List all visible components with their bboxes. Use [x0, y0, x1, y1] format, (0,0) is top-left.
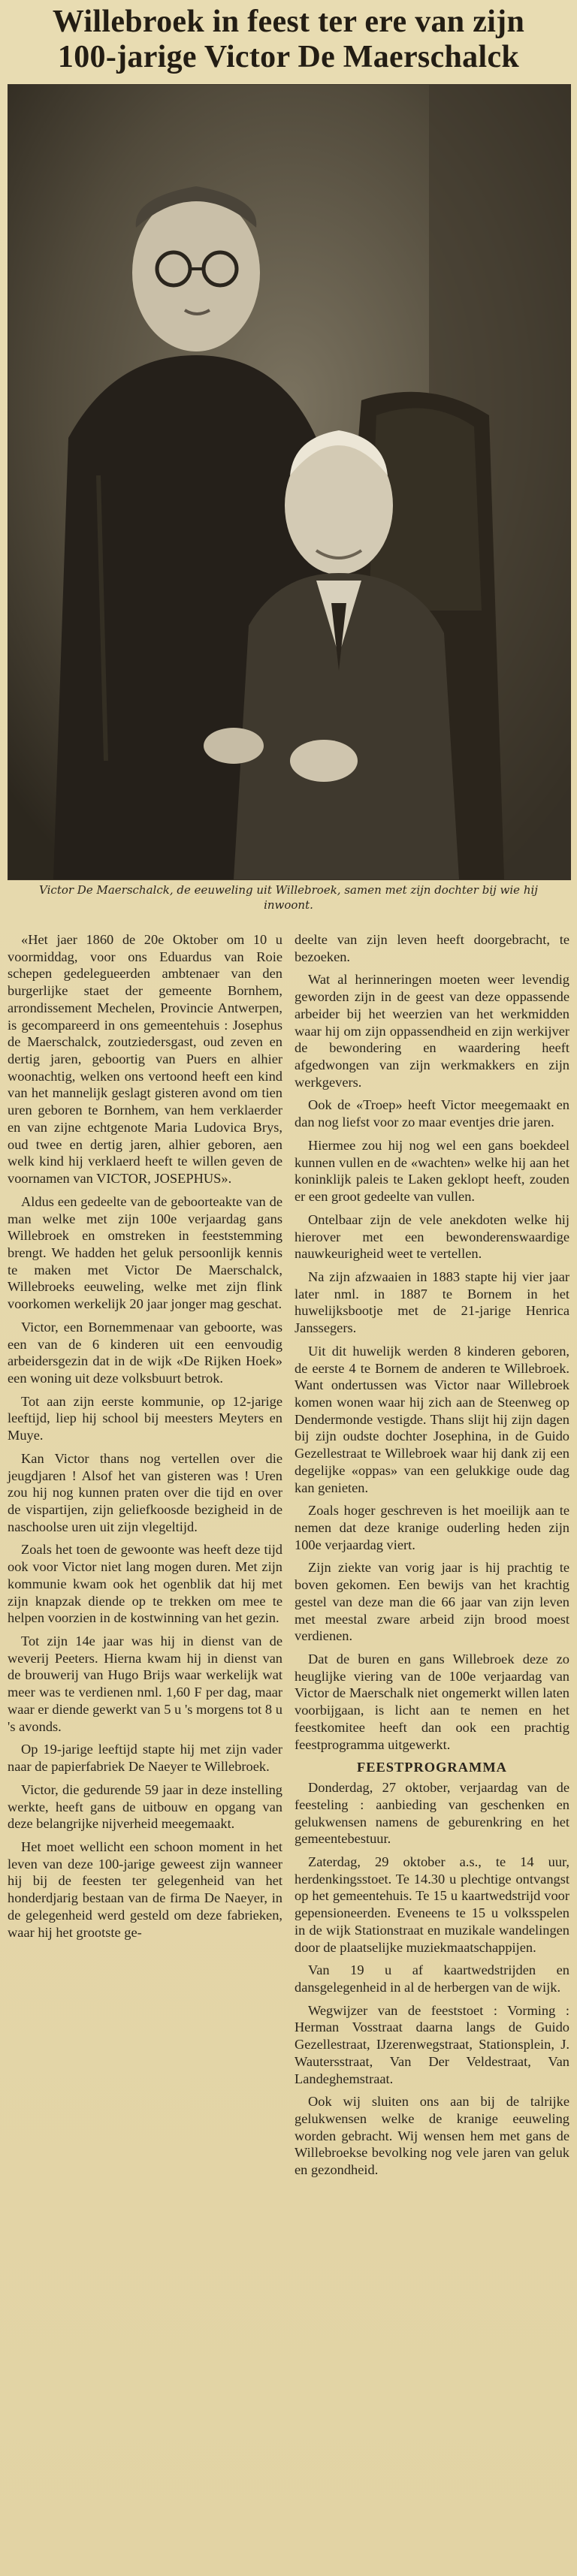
paragraph: Op 19-jarige leeftijd stapte hij met zijn vader naar de papierfabriek De Naeyer te Willebroek.: [8, 1742, 282, 1775]
paragraph: deelte van zijn leven heeft doorgebracht, te bezoeken.: [295, 932, 569, 964]
paragraph: Aldus een gedeelte van de geboorteakte van de man welke met zijn 100e verjaardag gans Willebroek en omstreken in feeststemming brengt. We hadden het geluk persoonlijk kennis te maken met Victor De Maerschalck, Willebroeks eeuweling, welke met zijn flink voorkomen werkelijk 20 jaar jonger mag geschat.: [8, 1193, 282, 1312]
paragraph: Uit dit huwelijk werden 8 kinderen geboren, de eerste 4 te Bornem de anderen te Willebroek. Want ondertussen was Victor naar Willebroek komen wonen waar hij zich aan de Steenweg op Dendermonde vestigde. Thans slijt hij zijn dagen bij zijn oudste dochter Josephina, in de Guido Gezellestraat te Willebroek waar hij dank zij een degelijke «oppas» van een gelukkige oude dag kan genieten.: [295, 1343, 569, 1495]
article-column-right: [295, 931, 569, 2185]
paragraph: Victor, een Bornemmenaar van geboorte, was een van de 6 kinderen uit een eenvoudig arbeidersgezin dat in de wijk «De Rijken Hoek» een woning uit deze volksbuurt betrok.: [8, 1319, 282, 1386]
program-paragraph: Donderdag, 27 oktober, verjaardag van de feesteling : aanbieding van geschenken en gelukwensen namens de geburenkring en het gemeentebestuur.: [295, 1780, 569, 1847]
paragraph: Na zijn afzwaaien in 1883 stapte hij vier jaar later nml. in 1887 te Bornem in het huwelijksbootje met de 21-jarige Henrica Janssegers.: [295, 1268, 569, 1336]
headline: [6, 5, 571, 75]
paragraph: Wat al herinneringen moeten weer levendig geworden zijn in de geest van deze oppassende arbeider bij het weerzien van het werkmidden waar hij om zijn oppassendheid en zijn werkijver de bewondering en waardering heeft afgedwongen van zijn werkmakkers en zijn werkgevers.: [295, 972, 569, 1090]
paragraph: Hiermee zou hij nog wel een gans boekdeel kunnen vullen en de «wachten» welke hij aan het koninklijk paleis te Laken geklopt heeft, zouden er een groot gedeelte van vullen.: [295, 1137, 569, 1205]
program-paragraph: Wegwijzer van de feeststoet : Vorming : Herman Vosstraat daarna langs de Guido Gezellestraat, IJzerenwegstraat, Stationsplein, J. Wautersstraat, Van Der Veldestraat, Van Landeghemstraat.: [295, 2002, 569, 2086]
program-paragraph: Ook wij sluiten ons aan bij de talrijke gelukwensen welke de kranige eeuweling worden gebracht. Wij wensen hem met gans de Willebroekse bevolking nog vele jaren van geluk en gezondheid.: [295, 2094, 569, 2178]
paragraph: Ontelbaar zijn de vele anekdoten welke hij hierover met een bewonderenswaardige nauwkeurigheid weet te vertellen.: [295, 1211, 569, 1262]
paragraph: Kan Victor thans nog vertellen over die jeugdjaren ! Alsof het van gisteren was ! Uren zou hij nog kunnen praten over die tijd en over de vispartijen, zijn geliefkoosde bezigheid in de naschoolse uren uit zijn vlegeltijd.: [8, 1450, 282, 1534]
paragraph: Het moet wellicht een schoon moment in het leven van deze 100-jarige geweest zijn wanneer hij bij de feesten ter gelegenheid van het honderdjarig bestaan van de firma De Naeyer, in de gelegenheid werd gesteld om deze fabrieken, waar hij het grootste ge-: [8, 1838, 282, 1940]
article-column-left: [8, 931, 282, 1947]
paragraph: Zijn ziekte van vorig jaar is hij prachtig te boven gekomen. Een bewijs van het krachtig gestel van deze man die 66 jaar van zijn leven met meestal zware arbeid zijn brood moest verdienen.: [295, 1560, 569, 1644]
paragraph: Tot aan zijn eerste kommunie, op 12-jarige leeftijd, liep hij school bij meesters Meyters en Muye.: [8, 1393, 282, 1443]
photograph: [8, 84, 571, 880]
paragraph: Ook de «Troep» heeft Victor meegemaakt en dan nog liefst voor zo maar eventjes drie jaren.: [295, 1097, 569, 1130]
headline-line-2: 100-jarige Victor De Maerschalck: [57, 40, 520, 75]
photo-caption: Victor De Maerschalck, de eeuweling uit Willebroek, samen met zijn dochter bij wie hij inwoont.: [39, 883, 538, 912]
paragraph: «Het jaer 1860 de 20e Oktober om 10 u voormiddag, voor ons Eduardus van Roie schepen gedelegueerden ambtenaer van den burgerlijke staet der gemeente Bornhem, arrondissement Mechelen, Provincie Antwerpen, is gecompareerd in ons gemeentehuis : Josephus de Maerschalck, zoutziedersgast, oud zeven en dertig jaren, geboortig van Puers en alhier woonachtig, welken ons vertoond heeft een kind van het mannelijk geslagt gisteren avond om tien uren geboren te Bornhem, van hem verklaerder en van zijne echtgenote Maria Ludovica Brys, oud twee en dertig jaren, alhier geboren, aen welk kind hij verklaerd heeft te willen geven de voornamen van VICTOR, JOSEPHUS».: [8, 932, 282, 1187]
paragraph: Zoals het toen de gewoonte was heeft deze tijd ook voor Victor niet lang mogen duren. Met zijn kommunie kwam ook het ogenblik dat hij met zijn knapzak diende op te trekken om mee te helpen voorzien in de kostwinning van het gezin.: [8, 1542, 282, 1626]
program-paragraph: Van 19 u af kaartwedstrijden en dansgelegenheid in al de herbergen van de wijk.: [295, 1962, 569, 1995]
paragraph: Dat de buren en gans Willebroek deze zo heuglijke viering van de 100e verjaardag van Victor de Maerschalk niet ongemerkt willen laten voorbijgaan, is licht aan te nemen en het feestkomitee heeft dan ook een prachtig feestprogramma uitgewerkt.: [295, 1651, 569, 1752]
paragraph: Tot zijn 14e jaar was hij in dienst van de weverij Peeters. Hierna kwam hij in dienst van de brouwerij van Hugo Brijs waar werkelijk wat meer was te verdienen nml. 1,60 F per dag, maar waar er diende gewerkt van 5 u 's morgens tot 8 u 's avonds.: [8, 1633, 282, 1734]
headline-line-1: Willebroek in feest ter ere van zijn: [52, 5, 525, 39]
paragraph: Zoals hoger geschreven is het moeilijk aan te nemen dat deze kranige ouderling heden zijn 100e verjaardag viert.: [295, 1503, 569, 1552]
program-paragraph: Zaterdag, 29 oktober a.s., te 14 uur, herdenkingsstoet. Te 14.30 u plechtige ontvangst op het gemeentehuis. Te 15 u kaartwedstrijd voor gepensioneerden. Eveneens te 15 u volksspelen in de wijk Stationstraat en muzikale wandelingen door de plaatselijke muziekmaatschappijen.: [295, 1854, 569, 1955]
photo-illustration: [8, 85, 570, 879]
program-subheading: FEESTPROGRAMMA: [357, 1760, 507, 1775]
paragraph: Victor, die gedurende 59 jaar in deze instelling werkte, heeft gans de uitbouw en opgang van deze belangrijke nijverheid meegemaakt.: [8, 1781, 282, 1832]
